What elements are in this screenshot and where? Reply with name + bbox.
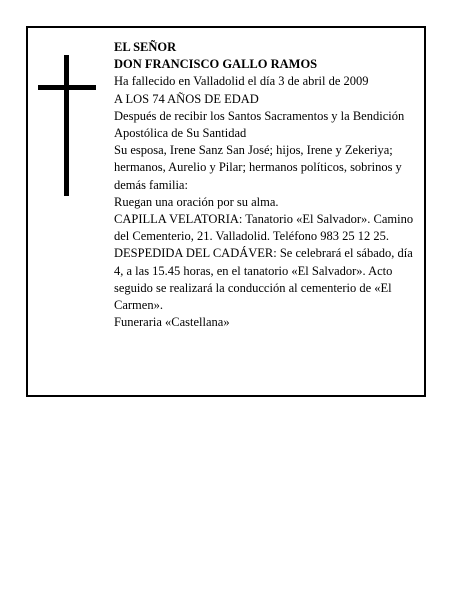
- sacraments-statement: Después de recibir los Santos Sacramentos y la Bendición Apostólica de Su Santidad: [114, 108, 405, 141]
- funeral-home: Funeraria «Castellana»: [114, 315, 230, 330]
- farewell-statement: DESPEDIDA DEL CADÁVER: Se celebrará el sábado, día 4, a las 15.45 horas, en el tanatorio «El Salvador». Acto seguido se realizará la conducción al cementerio de «El Carmen».: [114, 246, 413, 313]
- obituary-text: [114, 39, 424, 331]
- cross-icon: [64, 55, 69, 196]
- chapel-statement: CAPILLA VELATORIA: Tanatorio «El Salvador». Camino del Cementerio, 21. Valladolid. Teléfono 983 25 12 25.: [114, 212, 414, 244]
- family-statement: Su esposa, Irene Sanz San José; hijos, Irene y Zekeriya; hermanos, Aurelio y Pilar; hermanos políticos, sobrinos y demás familia:: [114, 143, 402, 192]
- deceased-name: DON FRANCISCO GALLO RAMOS: [114, 57, 318, 72]
- notice-title: EL SEÑOR: [114, 40, 177, 54]
- prayer-statement: Ruegan una oración por su alma.: [114, 194, 279, 209]
- death-statement: Ha fallecido en Valladolid el día 3 de abril de 2009: [114, 74, 369, 89]
- cross-icon-bar: [38, 85, 96, 90]
- age-statement: A LOS 74 AÑOS DE EDAD: [114, 91, 259, 106]
